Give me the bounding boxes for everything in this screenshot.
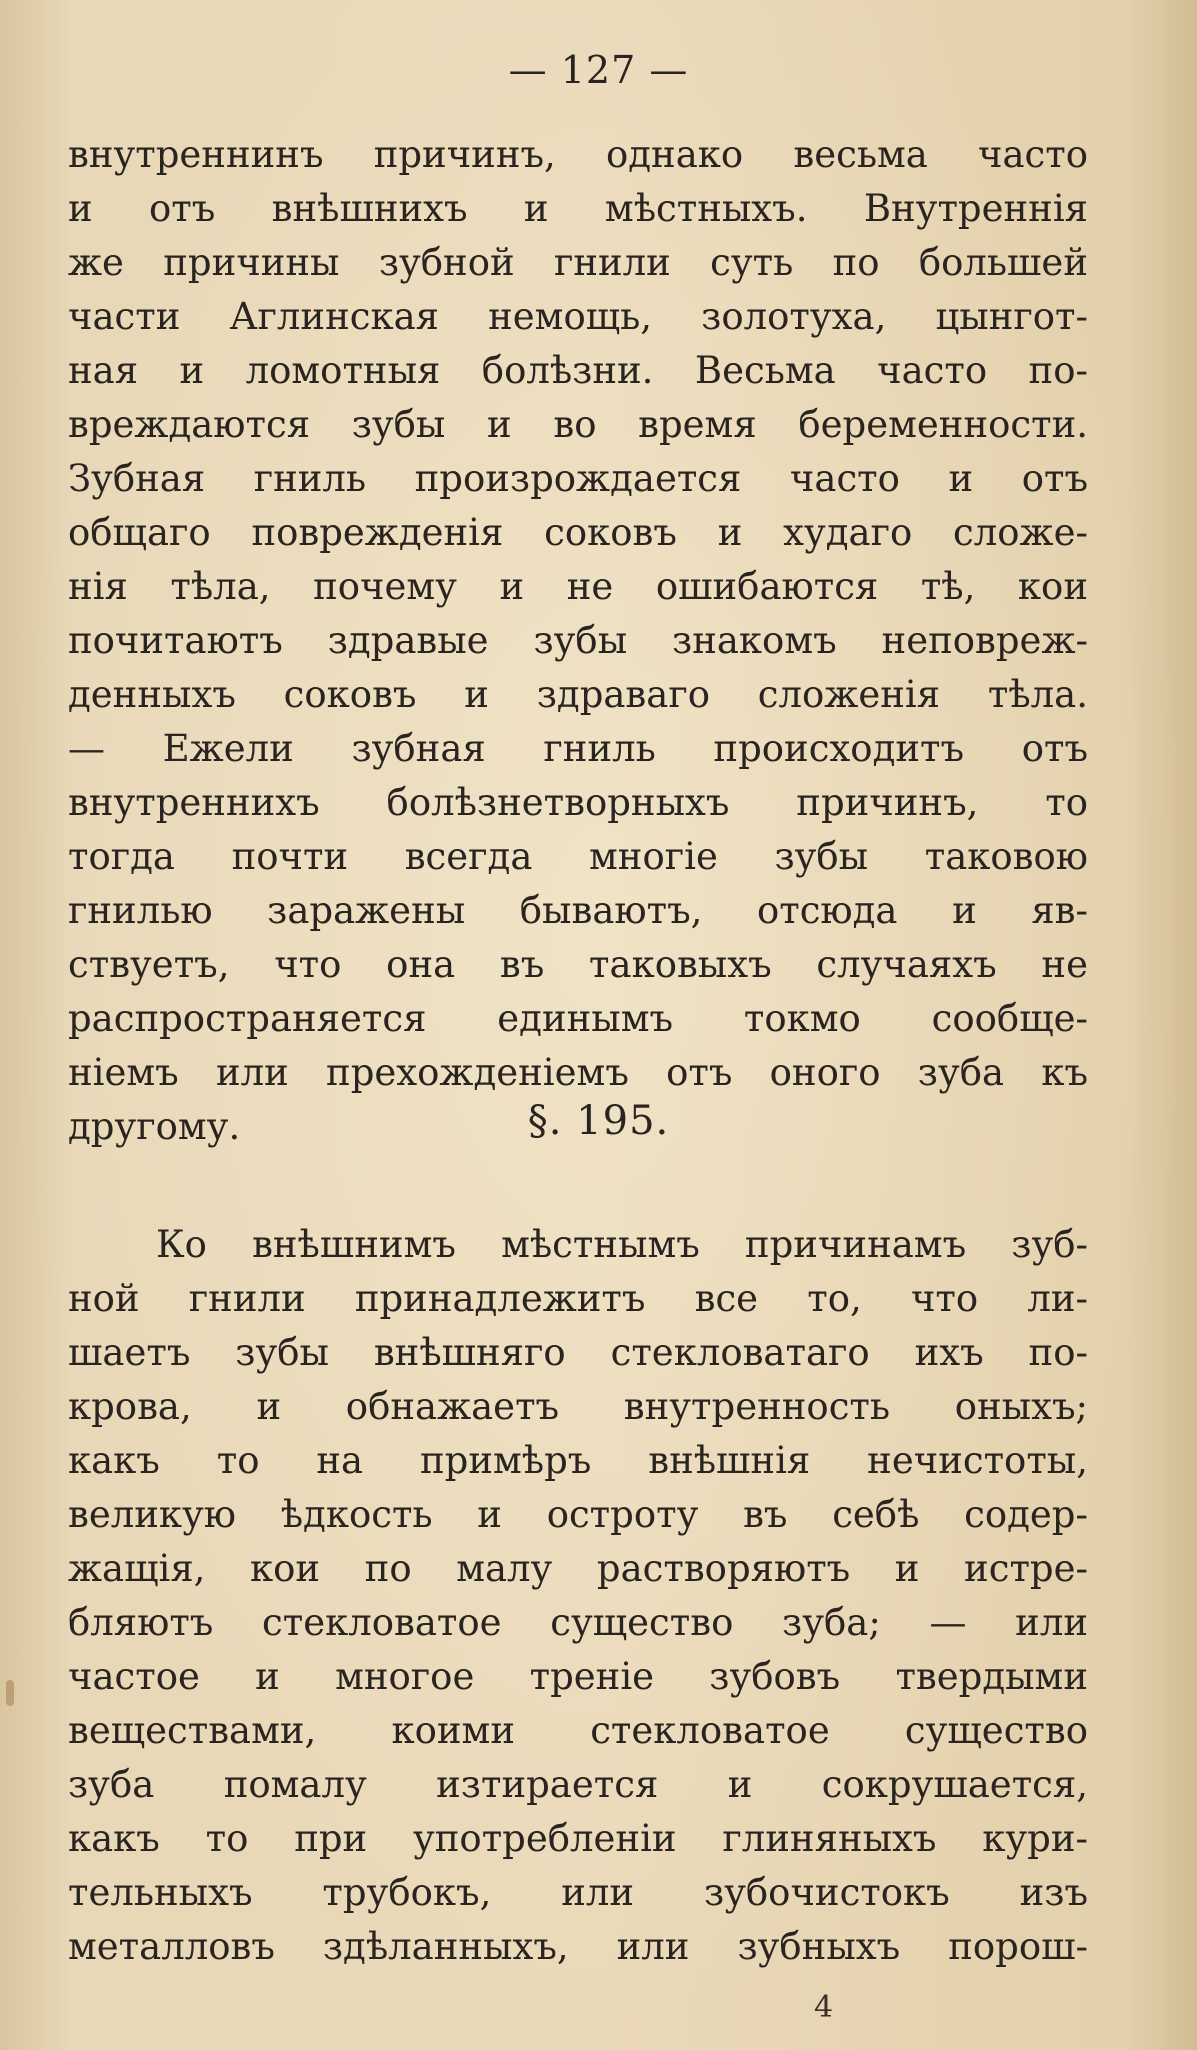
text-line: зуба помалу изтирается и сокрушается,: [68, 1763, 1088, 1806]
text-line: частое и многое треніе зубовъ твердыми: [68, 1655, 1088, 1698]
ink-spot: [6, 1680, 14, 1706]
text-line: почитаютъ здравые зубы знакомъ неповреж-: [68, 619, 1088, 662]
paragraph-1: [68, 128, 1088, 1154]
text-line: денныхъ соковъ и здраваго сложенія тѣла.: [68, 673, 1088, 716]
text-line: — Ежели зубная гниль происходитъ отъ: [68, 727, 1088, 770]
text-line: же причины зубной гнили суть по большей: [68, 241, 1088, 284]
text-line: какъ то на примѣръ внѣшнія нечистоты,: [68, 1439, 1088, 1482]
text-line: тогда почти всегда многіе зубы таковою: [68, 835, 1088, 878]
text-line: Зубная гниль произрождается часто и отъ: [68, 457, 1088, 500]
text-line: части Аглинская немощь, золотуха, цынгот-: [68, 295, 1088, 338]
text-line: гнилью заражены бываютъ, отсюда и яв-: [68, 889, 1088, 932]
text-line: внутреннихъ болѣзнетворныхъ причинъ, то: [68, 781, 1088, 824]
page-number: — 127 —: [508, 48, 689, 92]
text-line: бляютъ стекловатое существо зуба; — или: [68, 1601, 1088, 1644]
paragraph-2: [68, 1218, 1088, 1974]
text-line: ствуетъ, что она въ таковыхъ случаяхъ не: [68, 943, 1088, 986]
signature-mark: 4: [814, 1990, 834, 2025]
text-line: другому.: [68, 1105, 241, 1148]
text-line: нія тѣла, почему и не ошибаются тѣ, кои: [68, 565, 1088, 608]
text-line: распространяется единымъ токмо сообще-: [68, 997, 1088, 1040]
text-line: и отъ внѣшнихъ и мѣстныхъ. Внутреннія: [68, 187, 1088, 230]
text-line: внутреннинъ причинъ, однако весьма часто: [68, 133, 1088, 176]
text-line: ной гнили принадлежитъ все то, что ли-: [68, 1277, 1088, 1320]
text-line: великую ѣдкость и остроту въ себѣ содер-: [68, 1493, 1088, 1536]
text-line: шаетъ зубы внѣшняго стекловатаго ихъ по-: [68, 1331, 1088, 1374]
text-line: тельныхъ трубокъ, или зубочистокъ изъ: [68, 1871, 1088, 1914]
text-line: общаго поврежденія соковъ и худаго сложе-: [68, 511, 1088, 554]
text-line: ная и ломотныя болѣзни. Весьма часто по-: [68, 349, 1088, 392]
text-line: Ко внѣшнимъ мѣстнымъ причинамъ зуб-: [156, 1223, 1088, 1266]
text-line: жащія, кои по малу растворяютъ и истре-: [68, 1547, 1088, 1590]
text-line: веществами, коими стекловатое существо: [68, 1709, 1088, 1752]
text-line: крова, и обнажаетъ внутренность оныхъ;: [68, 1385, 1088, 1428]
section-heading: §. 195.: [527, 1098, 670, 1144]
text-line: ніемъ или прехожденіемъ отъ оного зуба къ: [68, 1051, 1088, 1094]
text-line: металловъ здѣланныхъ, или зубныхъ порош-: [68, 1925, 1088, 1968]
text-line: какъ то при употребленіи глиняныхъ кури-: [68, 1817, 1088, 1860]
text-line: вреждаются зубы и во время беременности.: [68, 403, 1088, 446]
